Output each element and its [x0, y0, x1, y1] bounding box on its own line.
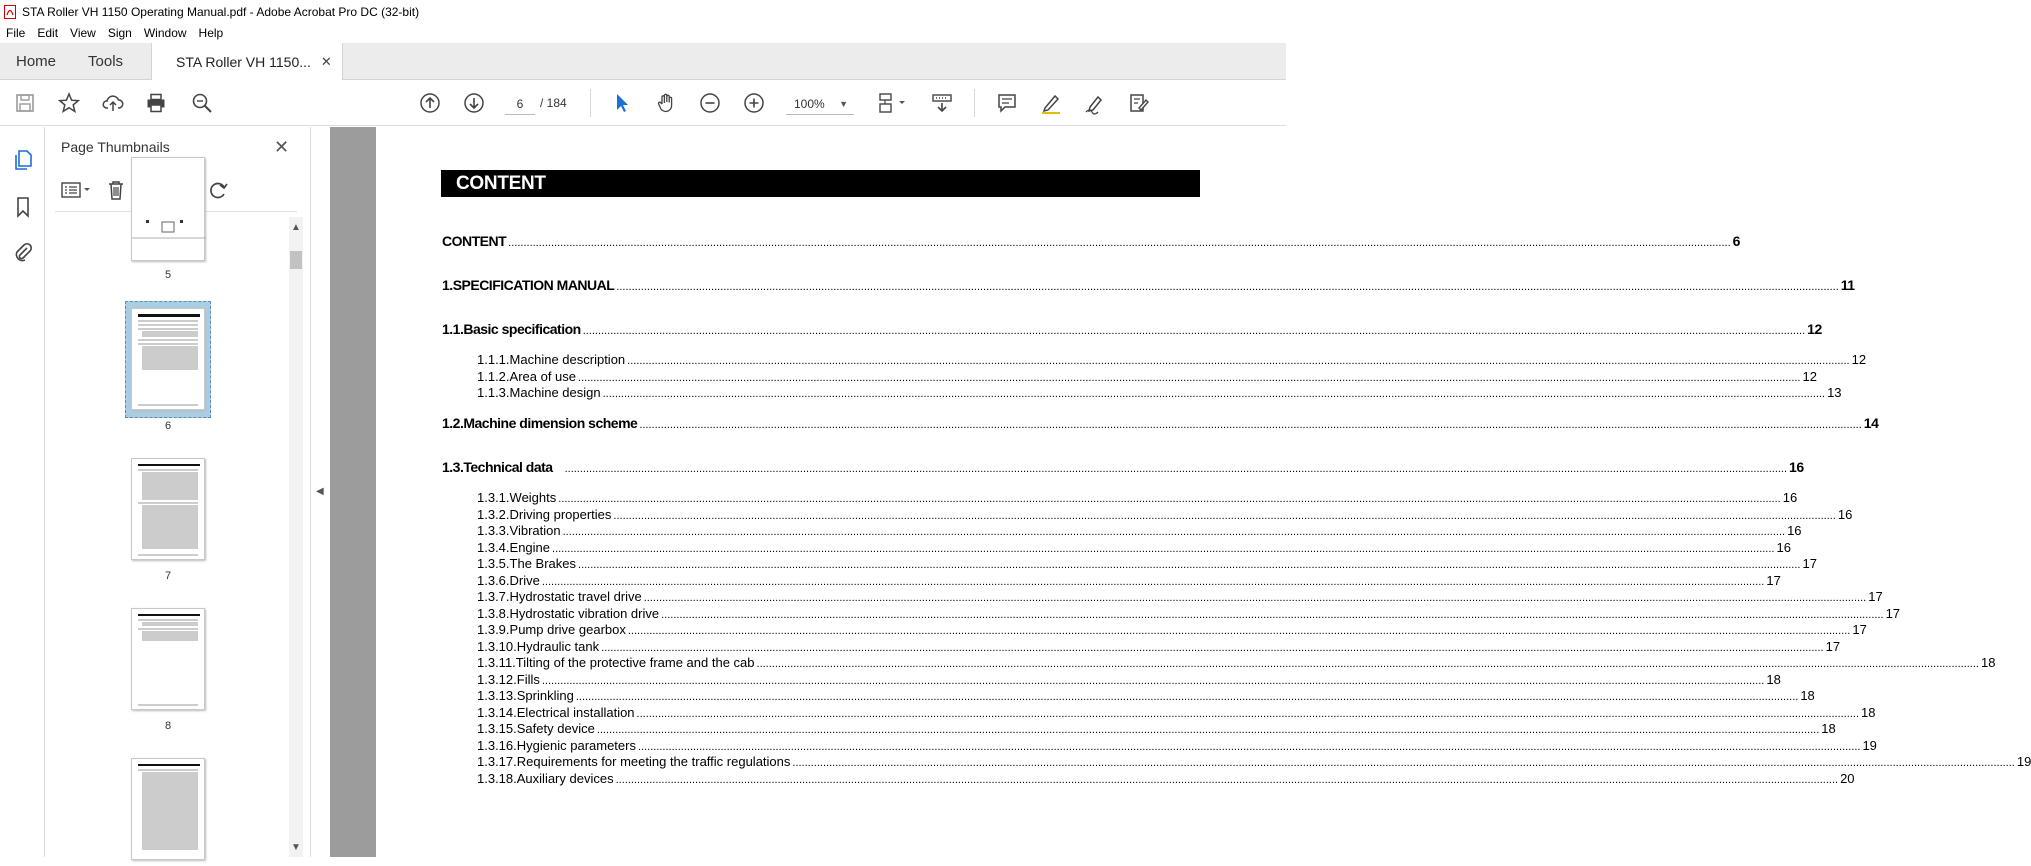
toc-entry-label: Auxiliary devices [516, 771, 614, 786]
window-title: STA Roller VH 1150 Operating Manual.pdf - Adobe Acrobat Pro DC (32-bit) [22, 4, 420, 19]
page-thumbnail-selected[interactable] [131, 308, 205, 410]
tab-close-icon[interactable]: ✕ [320, 53, 332, 69]
toc-entry-page: 12 [1851, 352, 1867, 367]
window-titlebar [0, 0, 1286, 23]
toc-entry[interactable] [477, 573, 1781, 588]
toc-leader-dots: ................................................................................................................................................................................................................................................................................................................................................................................................................ [558, 493, 1781, 505]
toc-entry-page: 18 [1980, 655, 1996, 670]
page-heading: CONTENT [441, 170, 1200, 197]
document-viewer [330, 127, 2031, 857]
toc-entry-number: 1.3.18. [477, 771, 517, 786]
toc-entry-label: Area of use [509, 369, 577, 384]
toc-entry-label: Tilting of the protective frame and the cab [515, 655, 755, 670]
toc-entry[interactable] [477, 352, 1867, 367]
toc-entry-page: 18 [1800, 688, 1815, 703]
toc-entry[interactable] [477, 369, 1817, 384]
comment-icon[interactable] [995, 91, 1019, 115]
toc-entry[interactable] [477, 738, 1877, 753]
page-thumbnail[interactable] [131, 157, 205, 261]
toc-entry-page: 16 [1782, 490, 1798, 505]
page-total: / 184 [540, 96, 567, 110]
toc-leader-dots: ................................................................................................................................................................................................................................................................................................................................................................................................................ [601, 642, 1824, 654]
toc-entry-page: 18 [1766, 672, 1781, 687]
select-cursor-icon[interactable] [610, 91, 634, 115]
toc-entry[interactable] [442, 277, 1855, 293]
toc-leader-dots: ................................................................................................................................................................................................................................................................................................................................................................................................................ [627, 625, 1851, 637]
toc-entry-number: 1.3.6. [477, 573, 510, 588]
toc-leader-dots: ................................................................................................................................................................................................................................................................................................................................................................................................................ [541, 675, 1765, 687]
toc-entry-label: Engine [509, 540, 551, 555]
menu-help[interactable]: Help [198, 26, 224, 40]
toc-entry[interactable] [477, 721, 1836, 736]
toc-entry-label: Vibration [509, 523, 561, 538]
thumbnail-list [55, 217, 289, 857]
page-thumbnail[interactable] [131, 758, 205, 860]
toc-entry-number: 1.3.16. [477, 738, 517, 753]
toc-entry-page: 16 [1837, 507, 1853, 522]
menu-window[interactable]: Window [143, 26, 187, 40]
toc-entry-label: Pump drive gearbox [509, 622, 626, 637]
acrobat-logo-icon [4, 5, 16, 19]
toc-entry-page: 17 [1885, 606, 1901, 621]
toc-leader-dots: ................................................................................................................................................................................................................................................................................................................................................................................................................ [562, 526, 1786, 538]
toc-leader-dots: ................................................................................................................................................................................................................................................................................................................................................................................................................ [578, 372, 1801, 384]
rotate-clockwise-icon[interactable] [205, 178, 231, 202]
panel-title: Page Thumbnails [61, 139, 170, 155]
toc-entry-label: CONTENT [442, 233, 507, 249]
toc-entry-number: 1.3.2. [477, 507, 510, 522]
collapse-panel-icon[interactable]: ◀ [316, 486, 324, 497]
toc-leader-dots: ................................................................................................................................................................................................................................................................................................................................................................................................................ [613, 510, 1836, 522]
attachment-paperclip-icon[interactable] [11, 240, 35, 264]
thumbnail-page-number: 8 [164, 720, 172, 732]
thumbnail-page-number: 6 [164, 420, 172, 432]
toc-entry-label: Drive [509, 573, 540, 588]
toc-leader-dots: ................................................................................................................................................................................................................................................................................................................................................................................................................ [756, 658, 1979, 670]
toc-leader-dots: ................................................................................................................................................................................................................................................................................................................................................................................................................ [596, 724, 1820, 736]
zoom-level-select[interactable] [786, 93, 854, 115]
toc-entry-page: 19 [1862, 738, 1877, 753]
star-icon[interactable] [57, 91, 81, 115]
toc-entry-page: 16 [1789, 459, 1804, 475]
print-icon[interactable] [144, 91, 168, 115]
page-thumbnail[interactable] [131, 608, 205, 710]
toc-entry-number: 1.3.9. [477, 622, 510, 637]
bookmark-icon[interactable] [11, 195, 35, 219]
toc-entry-number: 1.3.11. [477, 655, 516, 670]
menu-bar [0, 23, 1286, 43]
toc-entry-page: 13 [1827, 385, 1842, 400]
toc-entry-number: 1.3.1. [477, 490, 510, 505]
toc-entry[interactable] [477, 672, 1781, 687]
toc-entry[interactable] [477, 540, 1791, 555]
main-toolbar [0, 80, 1286, 126]
toc-leader-dots: ................................................................................................................................................................................................................................................................................................................................................................................................................ [639, 419, 1862, 431]
toc-leader-dots: ................................................................................................................................................................................................................................................................................................................................................................................................................ [616, 281, 1839, 293]
toc-entry-label: Machine dimension scheme [463, 415, 638, 431]
toc-entry[interactable] [477, 385, 1842, 400]
toc-entry-label: Fills [516, 672, 540, 687]
toc-entry-number: 1.3.10. [477, 639, 517, 654]
page-thumbnails-icon[interactable] [11, 148, 35, 172]
toc-entry-label: Weights [509, 490, 557, 505]
toc-leader-dots: ................................................................................................................................................................................................................................................................................................................................................................................................................ [627, 355, 1850, 367]
toc-leader-dots: ................................................................................................................................................................................................................................................................................................................................................................................................................ [508, 237, 1731, 249]
thumbnail-page-number: 7 [164, 570, 172, 582]
delete-page-icon[interactable] [103, 178, 129, 202]
toc-entry-page: 17 [1766, 573, 1781, 588]
menu-edit[interactable]: Edit [37, 26, 59, 40]
toc-entry-label: Basic specification [463, 321, 581, 337]
toc-entry-label: Machine description [509, 352, 626, 367]
toc-entry[interactable] [442, 415, 1879, 431]
toc-leader-dots: ................................................................................................................................................................................................................................................................................................................................................................................................................ [541, 576, 1765, 588]
toc-entry-label: Safety device [516, 721, 595, 736]
toc-entry[interactable] [477, 556, 1817, 571]
toc-entry-page: 19 [2016, 754, 2031, 769]
toc-leader-dots: ................................................................................................................................................................................................................................................................................................................................................................................................................ [661, 609, 1884, 621]
toc-entry[interactable] [477, 622, 1867, 637]
toc-entry-label: Requirements for meeting the traffic regulations [516, 754, 791, 769]
toc-leader-dots: ................................................................................................................................................................................................................................................................................................................................................................................................................ [643, 592, 1867, 604]
toc-leader-dots: ................................................................................................................................................................................................................................................................................................................................................................................................................ [578, 559, 1801, 571]
toc-entry-number: 1.3.3. [477, 523, 510, 538]
toolbar-separator [974, 89, 975, 117]
toc-leader-dots: ................................................................................................................................................................................................................................................................................................................................................................................................................ [615, 774, 1839, 786]
toc-entry-number: 1.3.5. [477, 556, 510, 571]
zoom-level-value: 100% [794, 96, 825, 111]
toc-entry[interactable] [477, 705, 1876, 720]
fill-sign-icon[interactable] [1127, 91, 1151, 115]
toc-leader-dots: ................................................................................................................................................................................................................................................................................................................................................................................................................ [792, 757, 2015, 769]
toc-entry[interactable] [477, 606, 1901, 621]
toc-entry-page: 14 [1863, 415, 1879, 431]
toc-entry-label: Hydraulic tank [516, 639, 600, 654]
toc-entry[interactable] [477, 490, 1798, 505]
toc-entry-number: 1.3.14. [477, 705, 517, 720]
toc-entry-page: 6 [1732, 233, 1740, 249]
scroll-up-icon[interactable]: ▲ [291, 222, 301, 233]
toc-leader-dots: ................................................................................................................................................................................................................................................................................................................................................................................................................ [637, 741, 1861, 753]
toc-entry-page: 11 [1840, 277, 1855, 293]
toc-entry-page: 20 [1840, 771, 1855, 786]
toc-entry[interactable] [477, 754, 2031, 769]
tab-tools[interactable]: Tools [88, 52, 124, 70]
save-icon[interactable] [13, 91, 37, 115]
tab-document[interactable] [151, 43, 343, 80]
toc-entry-page: 12 [1807, 321, 1822, 337]
toc-entry-label: Technical data [463, 459, 553, 475]
toc-entry[interactable] [477, 507, 1853, 522]
highlight-pen-icon[interactable] [1039, 91, 1063, 115]
toc-entry-number: 1.1.3. [477, 385, 510, 400]
toc-entry[interactable] [442, 321, 1822, 337]
toc-entry-page: 17 [1852, 622, 1867, 637]
toc-entry-page: 18 [1861, 705, 1876, 720]
toc-entry-label: Hygienic parameters [516, 738, 636, 753]
toc-leader-dots: ................................................................................................................................................................................................................................................................................................................................................................................................................ [636, 708, 1860, 720]
toc-entry-label: Hydrostatic travel drive [509, 589, 642, 604]
thumbnail-scrollbar[interactable] [289, 217, 303, 857]
page-thumbnails-panel [45, 127, 311, 857]
toc-entry-label: Hydrostatic vibration drive [509, 606, 660, 621]
thumbnail-options-icon[interactable] [59, 178, 95, 202]
menu-sign[interactable]: Sign [107, 26, 132, 40]
left-navigation-rail [0, 127, 45, 857]
scroll-down-icon[interactable]: ▼ [291, 842, 301, 853]
zoom-out-icon[interactable] [698, 91, 722, 115]
chevron-down-icon: ▼ [839, 99, 848, 109]
page-thumbnail[interactable] [131, 458, 205, 560]
toc-entry-page: 12 [1802, 369, 1817, 384]
toc-entry-page: 16 [1776, 540, 1791, 555]
hand-tool-icon[interactable] [654, 91, 678, 115]
toc-entry-number: 1.1. [442, 321, 464, 337]
toc-entry[interactable] [477, 688, 1815, 703]
sign-pen-icon[interactable] [1083, 91, 1107, 115]
toc-entry-label: The Brakes [509, 556, 577, 571]
previous-page-icon[interactable] [418, 91, 442, 115]
tab-home[interactable]: Home [16, 52, 57, 70]
toc-entry-page: 18 [1821, 721, 1836, 736]
toc-entry-page: 17 [1802, 556, 1817, 571]
toc-entry-page: 17 [1868, 589, 1883, 604]
toc-entry[interactable] [477, 523, 1802, 538]
toc-entry-number: 1.3.15. [477, 721, 517, 736]
pdf-page [376, 127, 2031, 857]
toc-entry[interactable] [477, 589, 1883, 604]
toc-entry-number: 1.1.2. [477, 369, 510, 384]
upload-cloud-icon[interactable] [101, 91, 125, 115]
toc-entry[interactable] [477, 771, 1855, 786]
toc-entry-number: 1.3.17. [477, 754, 517, 769]
toc-entry-page: 16 [1787, 523, 1802, 538]
toc-entry-number: 1.1.1. [477, 352, 510, 367]
toc-entry-number: 1.3.13. [477, 688, 517, 703]
tab-document-label: STA Roller VH 1150... [176, 53, 311, 70]
page-display-icon[interactable] [876, 91, 910, 115]
tab-bar [0, 43, 1286, 80]
menu-view[interactable]: View [70, 26, 96, 40]
toc-entry-number: 1.3. [442, 459, 464, 475]
scrollbar-thumb[interactable] [290, 251, 302, 269]
toc-entry-number: 1.3.12. [477, 672, 517, 687]
toc-entry-label: Driving properties [509, 507, 612, 522]
thumbnail-page-number: 5 [164, 269, 172, 281]
toc-entry-number: 1.3.4. [477, 540, 510, 555]
toc-leader-dots: ................................................................................................................................................................................................................................................................................................................................................................................................................ [564, 463, 1788, 475]
next-page-icon[interactable] [462, 91, 486, 115]
toc-entry-label: Machine design [509, 385, 601, 400]
toc-entry-number: 1.2. [442, 415, 464, 431]
toc-leader-dots: ................................................................................................................................................................................................................................................................................................................................................................................................................ [575, 691, 1799, 703]
page-number-input[interactable]: 6 [505, 93, 535, 115]
toc-leader-dots: ................................................................................................................................................................................................................................................................................................................................................................................................................ [582, 325, 1806, 337]
toolbar-separator [590, 89, 591, 117]
zoom-search-icon[interactable] [190, 91, 214, 115]
toc-leader-dots: ................................................................................................................................................................................................................................................................................................................................................................................................................ [552, 543, 1775, 555]
toc-entry-label: Electrical installation [516, 705, 635, 720]
toc-entry[interactable] [477, 639, 1841, 654]
toc-leader-dots: ................................................................................................................................................................................................................................................................................................................................................................................................................ [602, 388, 1826, 400]
toc-entry-number: 1.3.8. [477, 606, 510, 621]
toc-entry-number: 1. [442, 277, 453, 293]
panel-close-icon[interactable]: ✕ [274, 137, 290, 157]
menu-file[interactable]: File [6, 26, 26, 40]
toc-entry[interactable] [442, 233, 1740, 249]
toc-entry-label: Sprinkling [516, 688, 574, 703]
scroll-mode-icon[interactable] [930, 91, 954, 115]
toc-entry-number: 1.3.7. [477, 589, 510, 604]
toc-entry-page: 17 [1825, 639, 1841, 654]
toc-entry-label: SPECIFICATION MANUAL [452, 277, 615, 293]
toc-entry[interactable] [477, 655, 1996, 670]
zoom-in-icon[interactable] [742, 91, 766, 115]
toc-entry[interactable] [442, 459, 1804, 475]
